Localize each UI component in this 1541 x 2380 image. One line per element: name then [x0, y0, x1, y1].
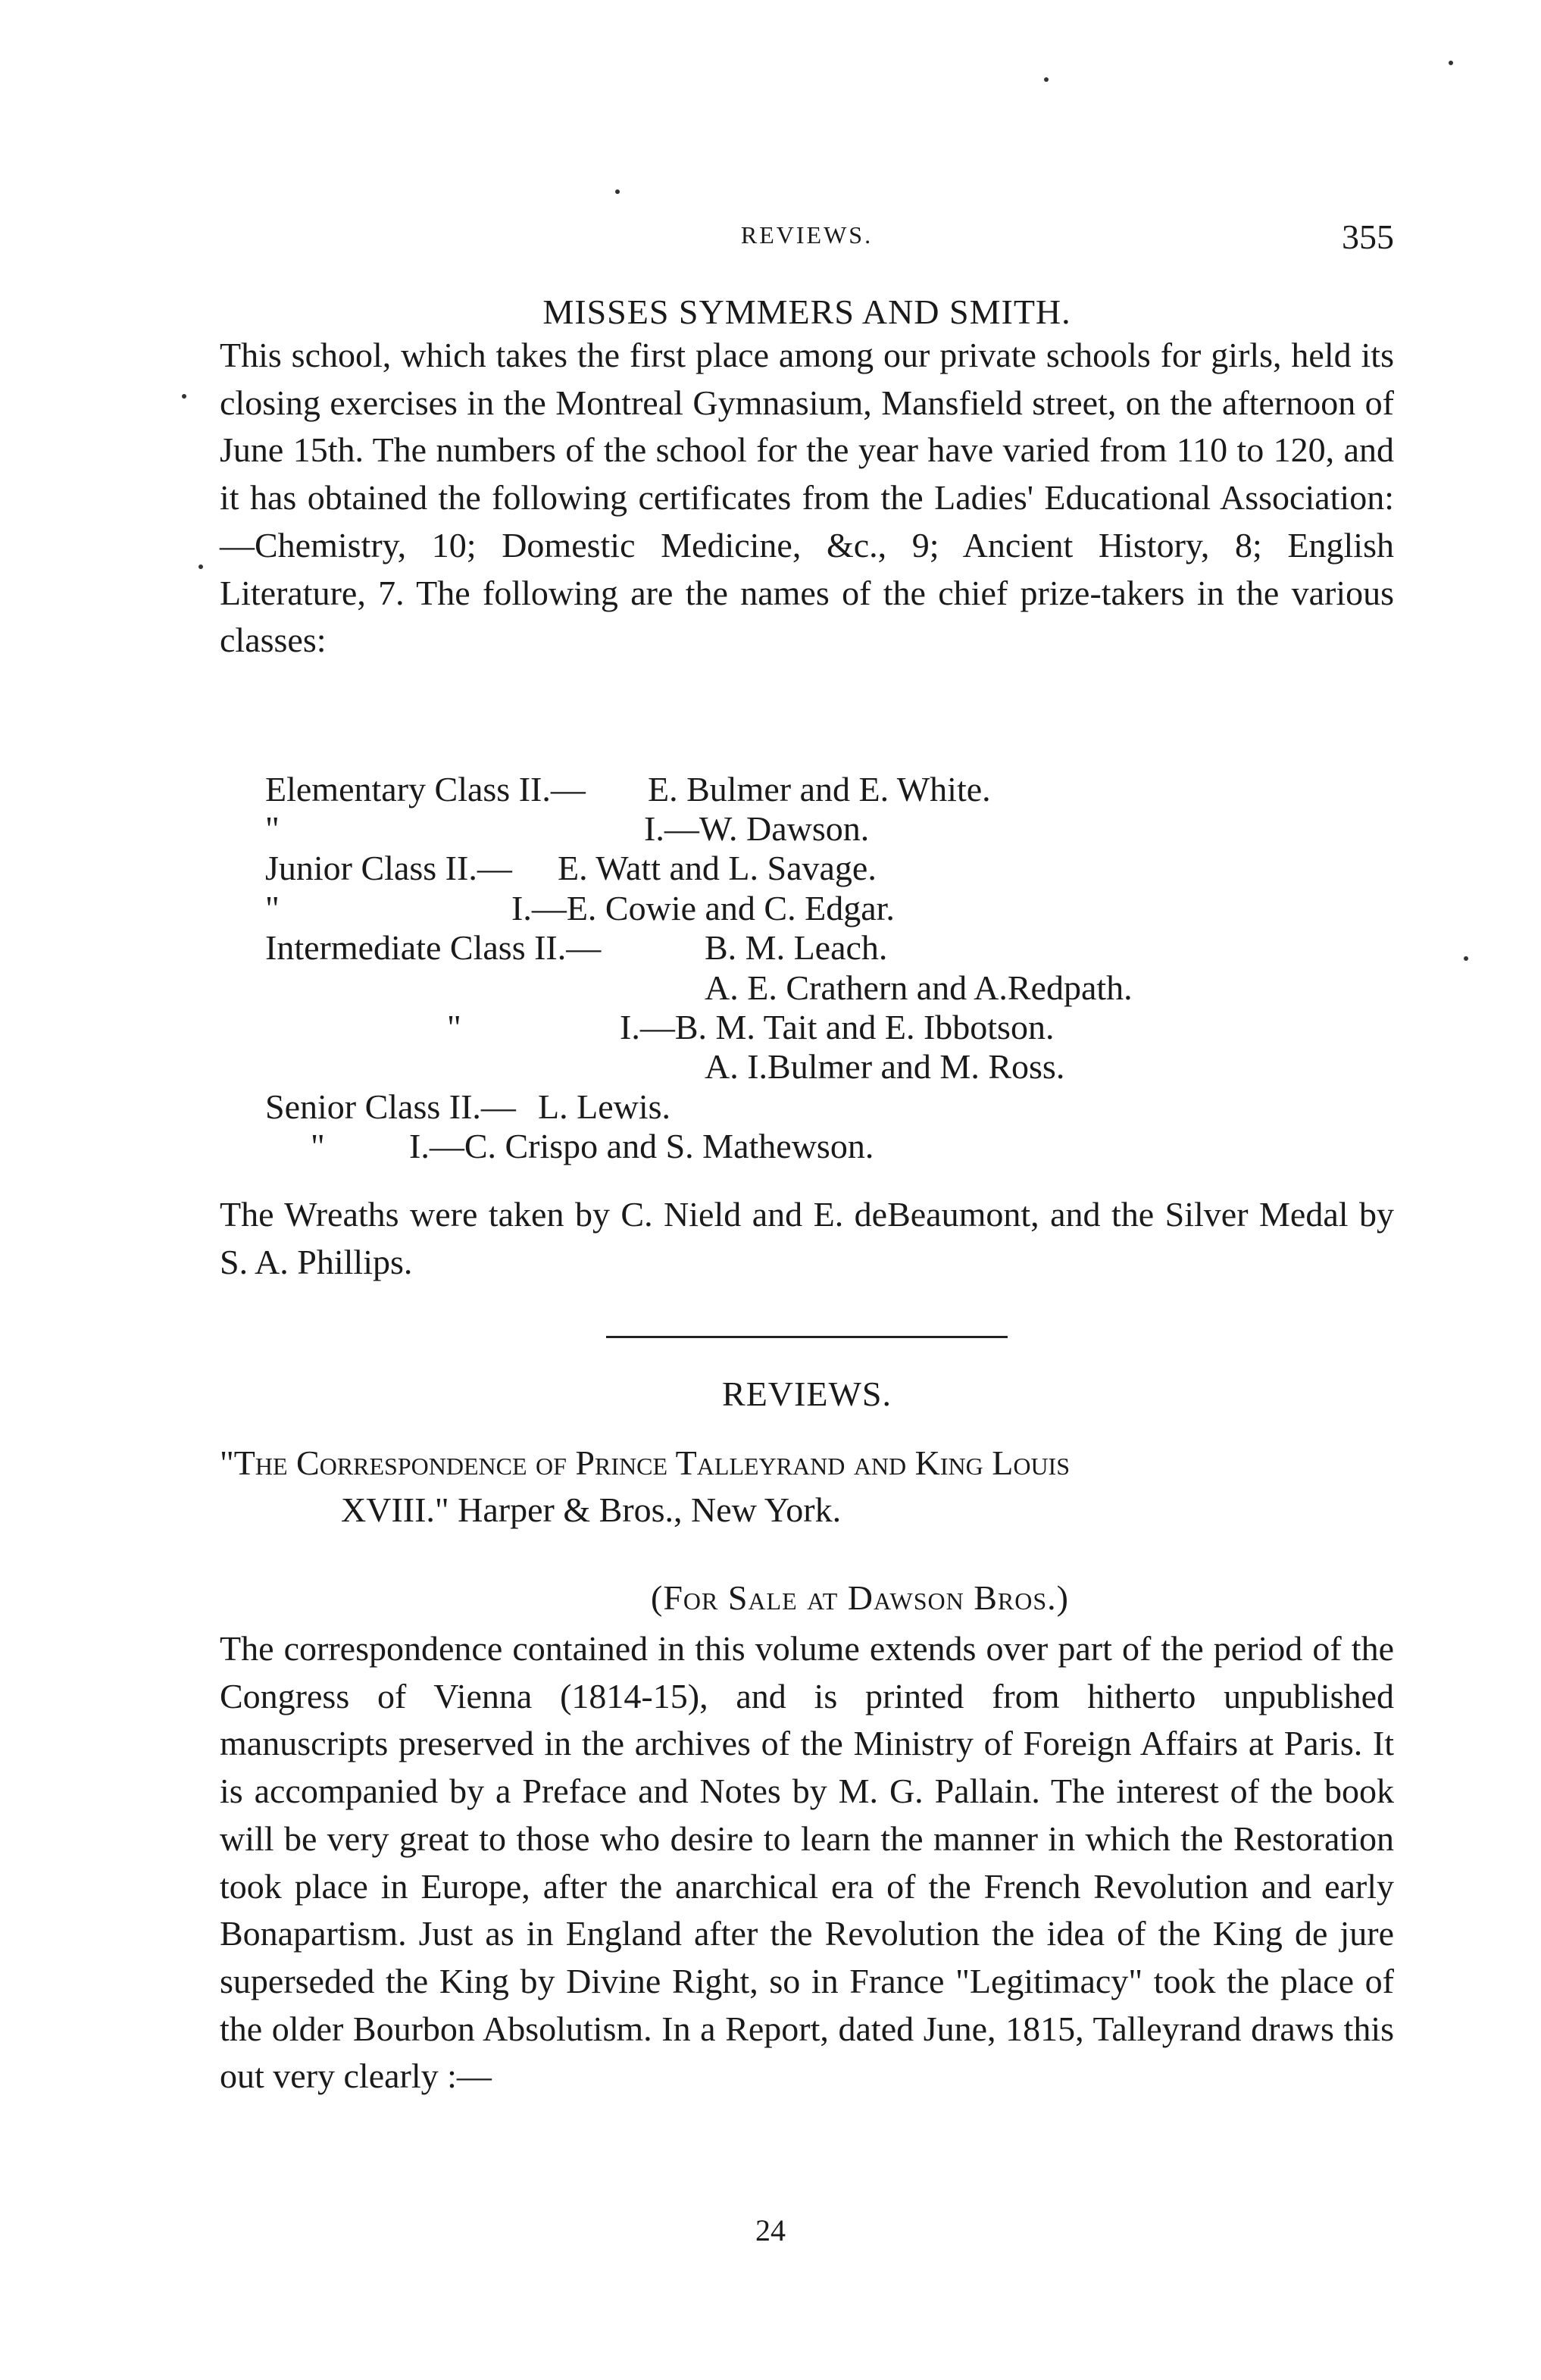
print-speck: [615, 189, 620, 194]
print-speck: [1464, 956, 1468, 961]
section-divider: [606, 1336, 1008, 1338]
prize-class-label: ": [311, 1127, 325, 1165]
print-speck: [198, 565, 203, 569]
prize-names: E. Bulmer and E. White.: [648, 770, 991, 808]
prize-class-label: ": [265, 889, 280, 927]
prize-names: I.—W. Dawson.: [644, 809, 870, 848]
review-book-title-line2: XVIII." Harper & Bros., New York.: [341, 1490, 842, 1529]
running-head-title: REVIEWS.: [740, 221, 874, 249]
review-book-title-line1: "The Correspondence of Prince Talleyrand and King Louis: [220, 1443, 1071, 1482]
section-title-school: MISSES SYMMERS AND SMITH.: [542, 292, 1071, 331]
sale-note: (For Sale at Dawson Bros.): [651, 1578, 1069, 1617]
prize-class-label: Intermediate Class II.—: [265, 928, 602, 967]
print-speck: [182, 394, 186, 399]
prize-class-label: ": [265, 809, 280, 848]
prize-names: A. E. Crathern and A.Redpath.: [705, 968, 1133, 1007]
prize-names: B. M. Leach.: [705, 928, 888, 967]
review-book-title: [220, 1440, 1394, 1534]
section-title-reviews: REVIEWS.: [722, 1375, 892, 1413]
prize-class-label: Junior Class II.—: [265, 849, 512, 887]
prize-class-label: ": [447, 1008, 461, 1046]
prize-names: L. Lewis.: [538, 1087, 671, 1126]
prize-names: E. Watt and L. Savage.: [558, 849, 877, 887]
print-speck: [1449, 61, 1453, 65]
review-paragraph: The correspondence contained in this volume extends over part of the period of the Congress of Vienna (1814-15), and is printed from hitherto unpublished manuscripts preserved in the archives of the Ministry of Foreign Affairs at Paris. It is accompanied by a Preface and Notes by M. G. Pallain. The interest of the book will be very great to those who desire to learn the manner in which the Restoration took place in Europe, after the anarchical era of the French Revolution and early Bonapartism. Just as in England after the Revolution the idea of the King de jure superseded the King by Divine Right, so in France "Legitimacy" took the place of the older Bourbon Absolutism. In a Report, dated June, 1815, Talleyrand draws this out very clearly :—: [220, 1629, 1394, 2096]
print-speck: [1044, 77, 1049, 82]
prize-class-label: Senior Class II.—: [265, 1087, 516, 1126]
prize-names: I.—E. Cowie and C. Edgar.: [511, 889, 895, 927]
school-paragraph: This school, which takes the first place among our private schools for girls, held its closing exercises in the Montreal Gymnasium, Mansfield street, on the afternoon of June 15th. The numbers of the school for the year have varied from 110 to 120, and it has obtained the following certificates from the Ladies' Educational Association:—Chemistry, 10; Domestic Medicine, &c., 9; Ancient History, 8; English Literature, 7. The following are the names of the chief prize-takers in the various classes:: [220, 336, 1394, 660]
prize-names: I.—C. Crispo and S. Mathewson.: [409, 1127, 874, 1165]
prize-names: I.—B. M. Tait and E. Ibbotson.: [620, 1008, 1055, 1046]
prize-names: A. I.Bulmer and M. Ross.: [705, 1047, 1065, 1086]
running-head: [220, 217, 1394, 259]
signature-mark: 24: [755, 2213, 786, 2247]
page-number: 355: [1342, 217, 1394, 256]
prize-class-label: Elementary Class II.—: [265, 770, 586, 808]
prizes-closing-paragraph: The Wreaths were taken by C. Nield and E. deBeaumont, and the Silver Medal by S. A. Phillips.: [220, 1195, 1394, 1281]
